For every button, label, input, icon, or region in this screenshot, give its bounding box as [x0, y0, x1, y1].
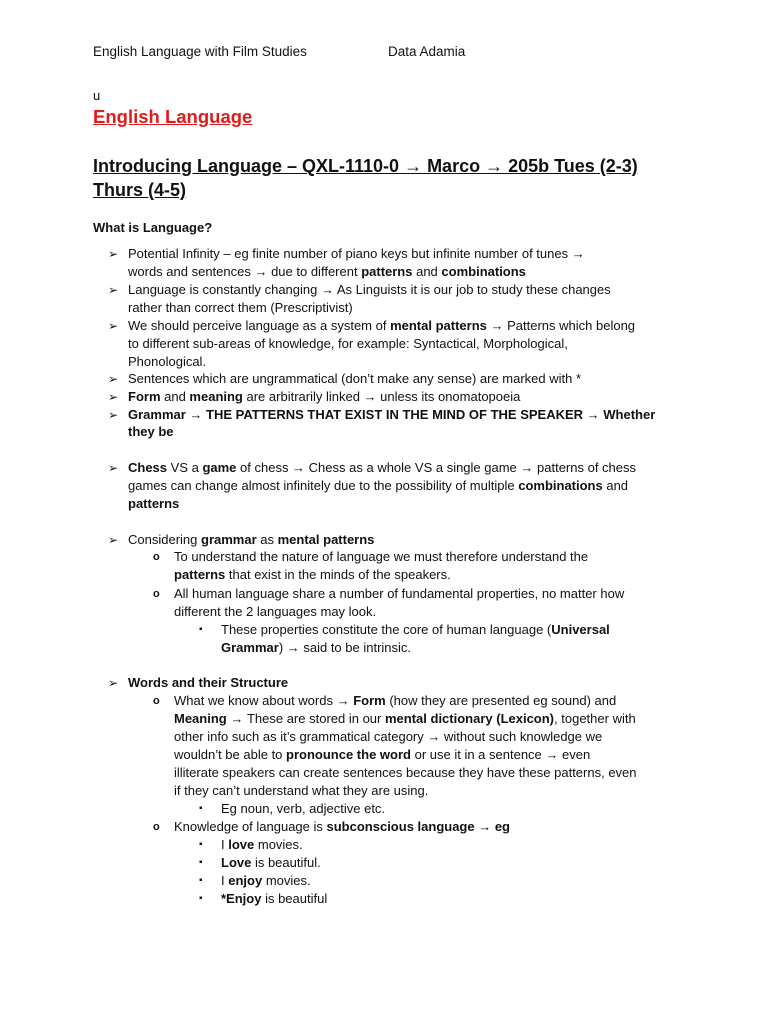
arrow-bullet-icon: ➢ — [108, 676, 119, 690]
square-bullet-icon: ▪ — [199, 839, 203, 850]
circle-bullet-icon: o — [153, 821, 160, 833]
arrow-bullet-icon: ➢ — [108, 247, 119, 261]
list-item-line: What we know about words → Form (how they are presented eg sound) and — [174, 693, 617, 708]
list-item-line: To understand the nature of language we must therefore understand the — [174, 549, 589, 564]
square-bullet-icon: ▪ — [199, 893, 203, 904]
list-item-line: Chess VS a game of chess → Chess as a whole VS a single game → patterns of chess — [128, 460, 637, 475]
list-item-line: Knowledge of language is subconscious language → eg — [174, 819, 510, 834]
list-item-line: if they can’t understand what they are using. — [174, 783, 429, 798]
square-bullet-icon: ▪ — [199, 624, 203, 635]
list-item-line: different the 2 languages may look. — [174, 604, 377, 619]
list-item-line: Eg noun, verb, adjective etc. — [221, 801, 386, 816]
list-item-line: Grammar → THE PATTERNS THAT EXIST IN THE MIND OF THE SPEAKER → Whether — [128, 407, 656, 422]
list-item-line: Grammar) → said to be intrinsic. — [221, 640, 412, 655]
stray-character: u — [93, 88, 101, 103]
arrow-bullet-icon: ➢ — [108, 461, 119, 475]
circle-bullet-icon: o — [153, 695, 160, 707]
list-item-line: wouldn’t be able to pronounce the word or use it in a sentence → even — [174, 747, 591, 762]
course-title — [93, 154, 693, 202]
list-item-line: words and sentences → due to different patterns and combinations — [128, 264, 526, 279]
list-item-line: We should perceive language as a system of mental patterns → Patterns which belong — [128, 318, 636, 333]
list-item-line: illiterate speakers can create sentences because they have these patterns, even — [174, 765, 637, 780]
arrow-bullet-icon: ➢ — [108, 408, 119, 422]
header-course: English Language with Film Studies — [93, 44, 307, 59]
square-bullet-icon: ▪ — [199, 803, 203, 814]
list-item-line: to different sub-areas of knowledge, for example: Syntactical, Morphological, — [128, 336, 568, 351]
list-item-line: *Enjoy is beautiful — [221, 891, 328, 906]
arrow-bullet-icon: ➢ — [108, 372, 119, 386]
square-bullet-icon: ▪ — [199, 857, 203, 868]
arrow-bullet-icon: ➢ — [108, 283, 119, 297]
list-item-line: Considering grammar as mental patterns — [128, 532, 375, 547]
list-item-line: patterns — [128, 496, 180, 511]
list-item-line: games can change almost infinitely due to the possibility of multiple combinations and — [128, 478, 629, 493]
arrow-bullet-icon: ➢ — [108, 390, 119, 404]
list-item-line: patterns that exist in the minds of the speakers. — [174, 567, 451, 582]
list-item-line: Meaning → These are stored in our mental dictionary (Lexicon), together with — [174, 711, 636, 726]
list-item-line: Form and meaning are arbitrarily linked → unless its onomatopoeia — [128, 389, 521, 404]
list-item-line: Potential Infinity – eg finite number of piano keys but infinite number of tunes → — [128, 246, 585, 261]
list-item-line: I enjoy movies. — [221, 873, 311, 888]
section-title: English Language — [93, 106, 253, 127]
course-title-line2: Thurs (4-5) — [93, 180, 187, 200]
list-item-line: All human language share a number of fundamental properties, no matter how — [174, 586, 625, 601]
course-title-line1: Introducing Language – QXL-1110-0 → Marco → 205b Tues (2-3) — [93, 156, 638, 176]
arrow-bullet-icon: ➢ — [108, 533, 119, 547]
list-item-line: they be — [128, 424, 174, 439]
list-item-line: rather than correct them (Prescriptivist) — [128, 300, 353, 315]
circle-bullet-icon: o — [153, 551, 160, 563]
list-item-line: These properties constitute the core of human language (Universal — [221, 622, 610, 637]
question-heading: What is Language? — [93, 220, 213, 235]
list-item-line: Language is constantly changing → As Linguists it is our job to study these changes — [128, 282, 611, 297]
list-item-line: I love movies. — [221, 837, 303, 852]
arrow-bullet-icon: ➢ — [108, 319, 119, 333]
list-item-line: Phonological. — [128, 354, 207, 369]
header-author: Data Adamia — [388, 44, 466, 59]
circle-bullet-icon: o — [153, 588, 160, 600]
list-item-line: other info such as it’s grammatical category → without such knowledge we — [174, 729, 603, 744]
list-item-line: Love is beautiful. — [221, 855, 321, 870]
list-item-line: Words and their Structure — [128, 675, 289, 690]
square-bullet-icon: ▪ — [199, 875, 203, 886]
list-item-line: Sentences which are ungrammatical (don’t make any sense) are marked with * — [128, 371, 582, 386]
